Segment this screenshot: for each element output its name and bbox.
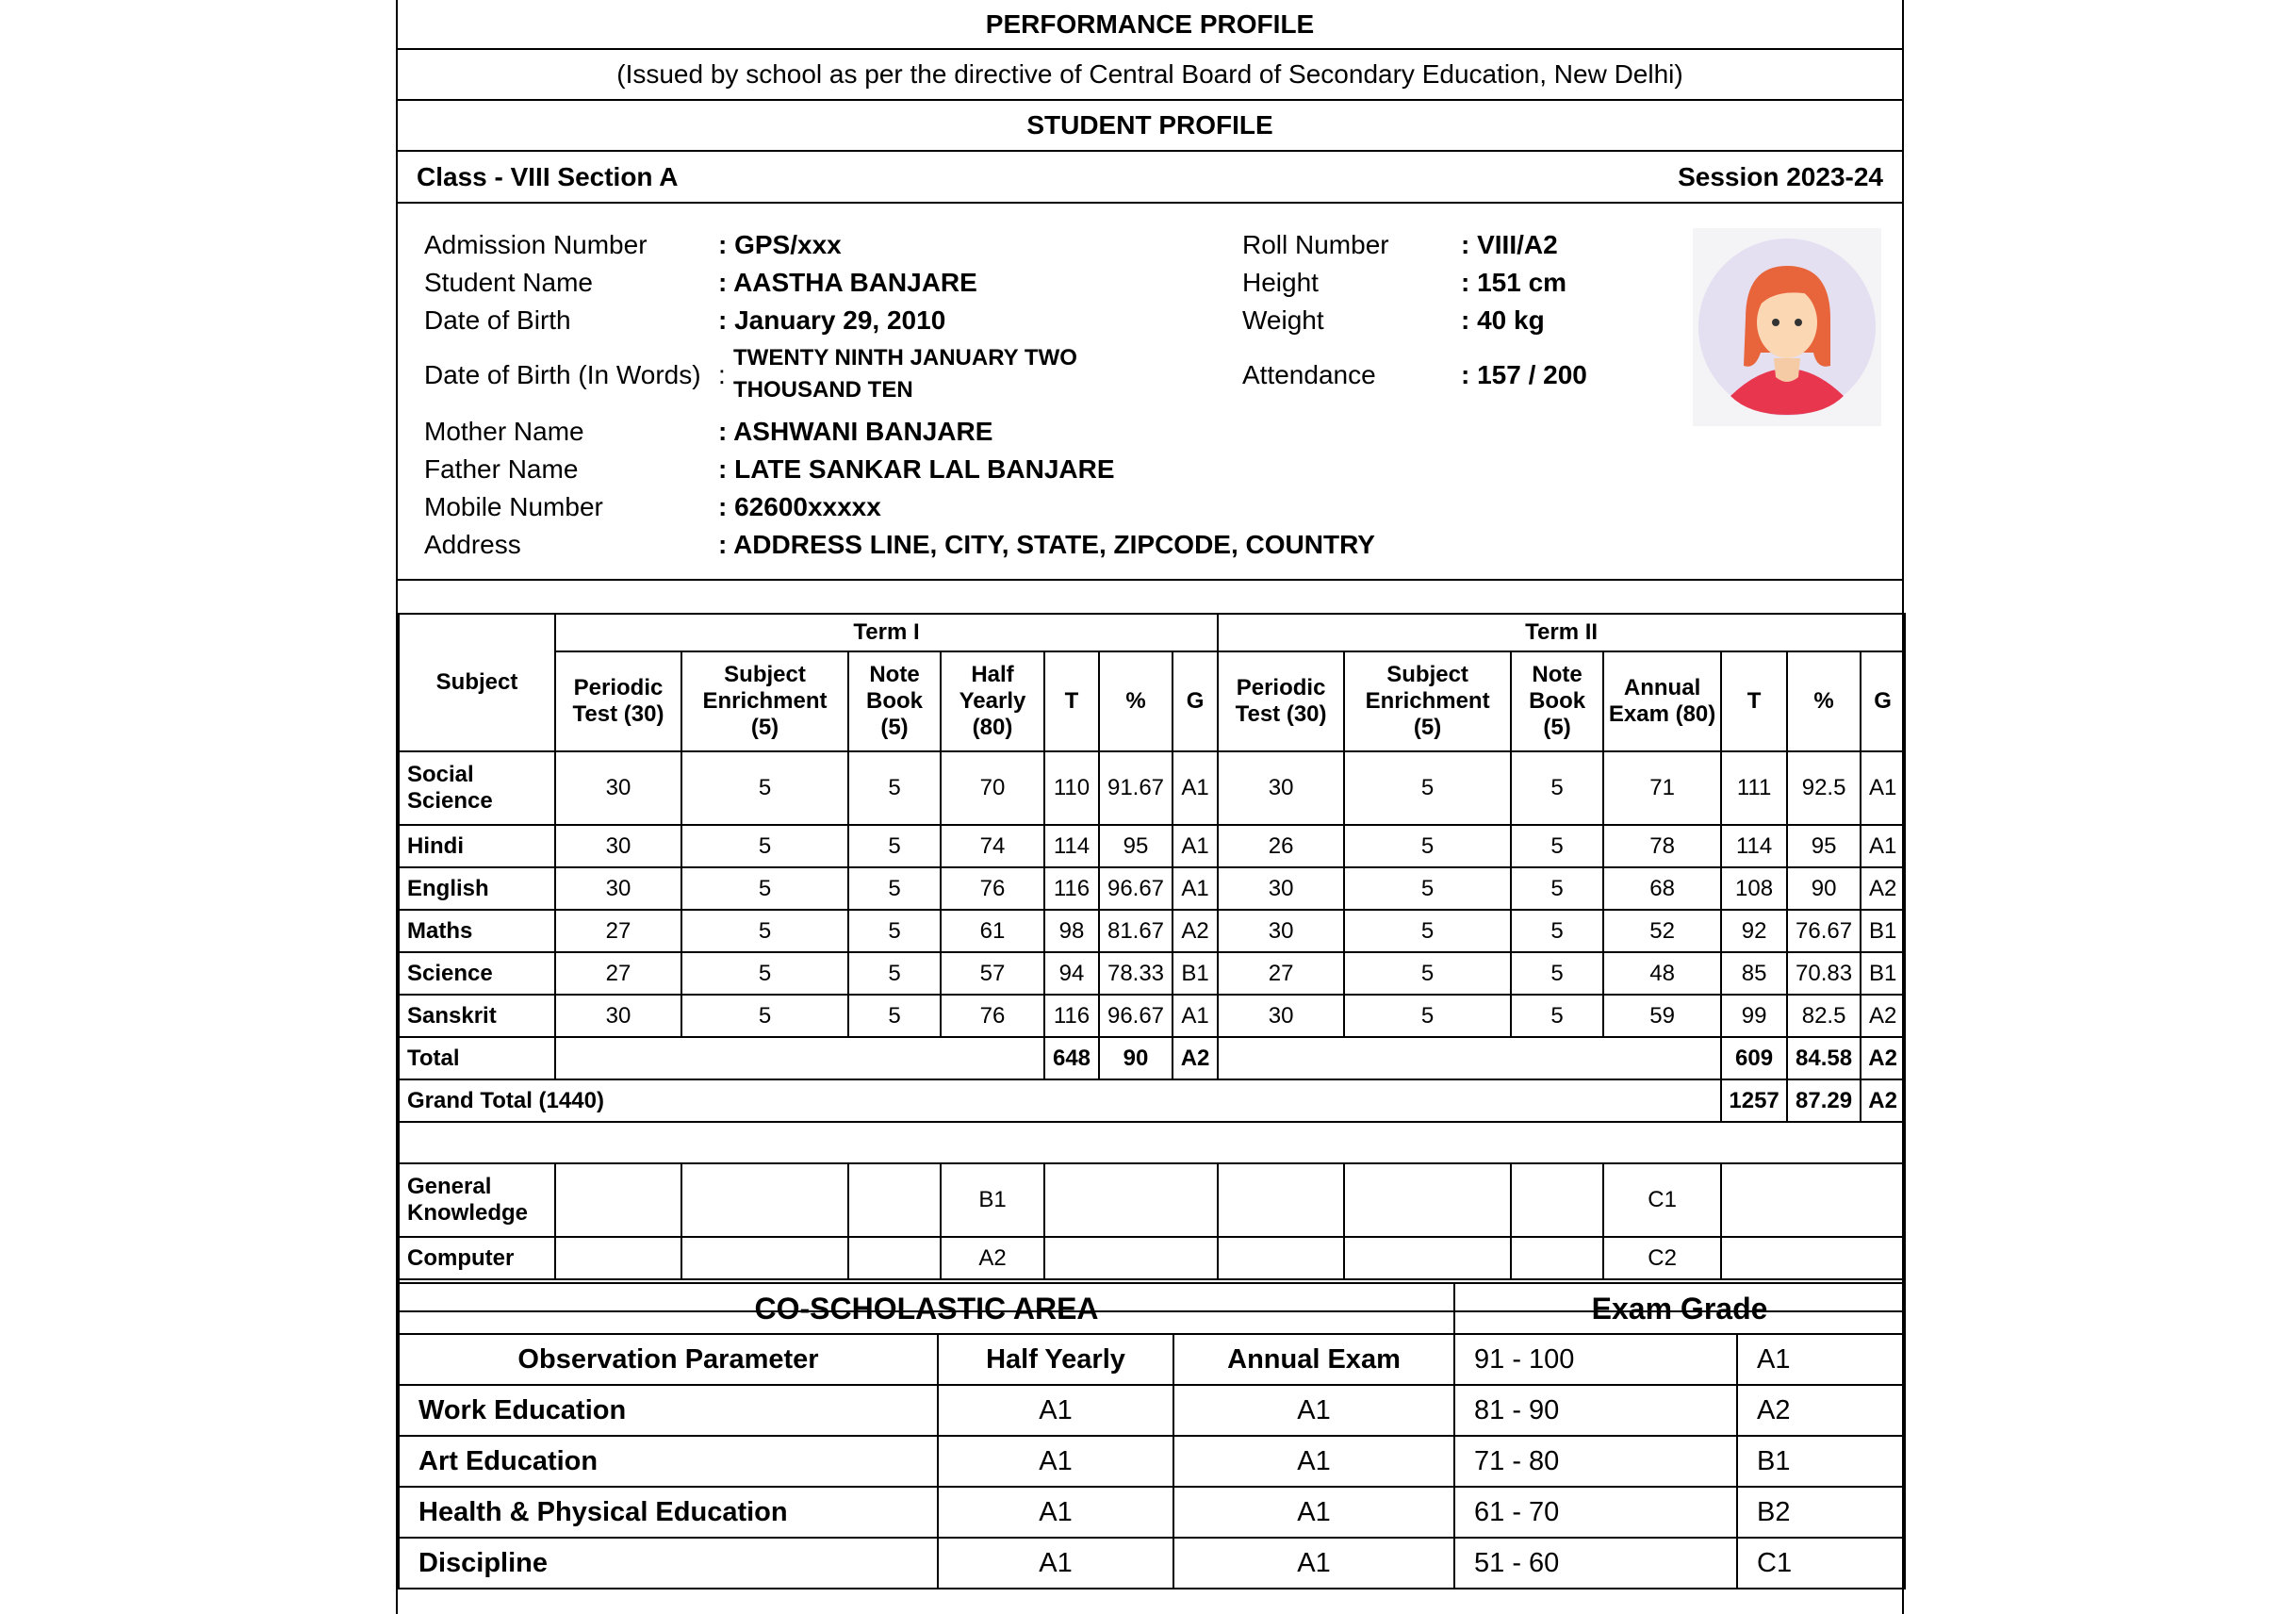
grade-cell: A1: [1737, 1334, 1905, 1385]
annual-grade-cell: A1: [1173, 1487, 1454, 1538]
term1-cell: 110: [1044, 751, 1099, 825]
coscholastic-body: [399, 1334, 1905, 1589]
grade-range-cell: 51 - 60: [1454, 1538, 1737, 1589]
term2-cell: 5: [1344, 825, 1511, 867]
term1-column-header: %: [1099, 651, 1173, 751]
term2-cell: A2: [1861, 995, 1905, 1037]
term2-cell: 5: [1511, 751, 1603, 825]
subject-cell: General Knowledge: [399, 1163, 555, 1237]
term1-cell: 5: [848, 867, 941, 910]
class-session-bar: [398, 152, 1902, 204]
dob-value: : January 29, 2010: [718, 305, 946, 335]
term2-cell: A2: [1861, 867, 1905, 910]
term2-cell: 78: [1603, 825, 1721, 867]
grade-range-cell: 81 - 90: [1454, 1385, 1737, 1436]
parameter-cell: Art Education: [399, 1436, 938, 1487]
total-term1-cell: 648: [1044, 1037, 1099, 1079]
term1-cell: 30: [555, 825, 681, 867]
term1-cell: 81.67: [1099, 910, 1173, 952]
empty-cell: [555, 1037, 1044, 1079]
term2-column-header: Annual Exam (80): [1603, 651, 1721, 751]
half-yearly-grade-cell: A1: [938, 1385, 1173, 1436]
spacer-row: [399, 1122, 1905, 1163]
term2-cell: 5: [1511, 825, 1603, 867]
term1-cell: 96.67: [1099, 867, 1173, 910]
half-yearly-grade-cell: A1: [938, 1436, 1173, 1487]
report-card: [396, 0, 1904, 1614]
empty-cell: [1721, 1163, 1905, 1237]
term1-cell: 98: [1044, 910, 1099, 952]
roll-label: Roll Number: [1242, 230, 1389, 259]
term2-cell: 5: [1344, 867, 1511, 910]
empty-cell: [1344, 1237, 1511, 1279]
term1-cell: 96.67: [1099, 995, 1173, 1037]
parameter-cell: Work Education: [399, 1385, 938, 1436]
mobile-value: : 62600xxxxx: [718, 492, 881, 521]
term1-cell: 5: [848, 995, 941, 1037]
empty-cell: [1218, 1237, 1344, 1279]
total-label: Total: [399, 1037, 555, 1079]
term1-header: Term I: [555, 614, 1218, 651]
mother-name-value: : ASHWANI BANJARE: [718, 417, 993, 446]
term2-cell: 68: [1603, 867, 1721, 910]
term2-cell: 30: [1218, 995, 1344, 1037]
term2-cell: 5: [1344, 995, 1511, 1037]
term1-cell: 78.33: [1099, 952, 1173, 995]
roll-value: : VIII/A2: [1461, 230, 1558, 259]
term2-cell: 108: [1721, 867, 1787, 910]
term2-cell: 5: [1511, 910, 1603, 952]
total-term1-cell: A2: [1173, 1037, 1218, 1079]
term1-cell: 95: [1099, 825, 1173, 867]
section-title: STUDENT PROFILE: [398, 101, 1902, 152]
page-subtitle: (Issued by school as per the directive of Central Board of Secondary Education, New Delhi): [398, 50, 1902, 101]
dob-words-label: Date of Birth (In Words): [424, 360, 701, 389]
term2-cell: 5: [1511, 867, 1603, 910]
term1-grade-cell: A2: [941, 1237, 1044, 1279]
term2-cell: 30: [1218, 867, 1344, 910]
term1-cell: A1: [1173, 995, 1218, 1037]
table-row: [399, 1163, 1905, 1237]
term1-column-header: Note Book (5): [848, 651, 941, 751]
term2-cell: 5: [1344, 952, 1511, 995]
total-term2-cell: A2: [1861, 1037, 1905, 1079]
student-name-value: : AASTHA BANJARE: [718, 268, 977, 297]
table-row: [399, 751, 1905, 825]
subject-cell: English: [399, 867, 555, 910]
empty-cell: [681, 1163, 848, 1237]
term2-cell: 95: [1787, 825, 1861, 867]
grand-total-label: Grand Total (1440): [399, 1079, 1721, 1122]
term2-cell: 52: [1603, 910, 1721, 952]
dob-label: Date of Birth: [424, 305, 571, 335]
term1-cell: 5: [681, 825, 848, 867]
term1-cell: 74: [941, 825, 1044, 867]
term2-cell: 5: [1511, 995, 1603, 1037]
term2-grade-cell: C2: [1603, 1237, 1721, 1279]
term1-column-header: Subject Enrichment (5): [681, 651, 848, 751]
term1-cell: 5: [681, 751, 848, 825]
term2-cell: 90: [1787, 867, 1861, 910]
term1-cell: 5: [848, 825, 941, 867]
table-row: [399, 995, 1905, 1037]
marks-table: [398, 613, 1906, 1312]
half-yearly-grade-cell: A1: [938, 1487, 1173, 1538]
grade-cell: A2: [1737, 1385, 1905, 1436]
empty-cell: [555, 1237, 681, 1279]
grand-total-row: [399, 1079, 1905, 1122]
term1-cell: 5: [848, 910, 941, 952]
table-row: [399, 825, 1905, 867]
mother-name-label: Mother Name: [424, 417, 584, 446]
annual-grade-cell: A1: [1173, 1538, 1454, 1589]
term2-column-header: G: [1861, 651, 1905, 751]
marks-body: [399, 751, 1905, 1311]
total-term2-cell: 84.58: [1787, 1037, 1861, 1079]
coscholastic-row: [399, 1385, 1905, 1436]
half-yearly-grade-cell: A1: [938, 1538, 1173, 1589]
empty-cell: [1218, 1163, 1344, 1237]
term1-cell: 27: [555, 952, 681, 995]
empty-cell: [1344, 1163, 1511, 1237]
grade-cell: B1: [1737, 1436, 1905, 1487]
term1-cell: A2: [1173, 910, 1218, 952]
term1-cell: 70: [941, 751, 1044, 825]
term2-grade-cell: C1: [1603, 1163, 1721, 1237]
table-row: [399, 867, 1905, 910]
address-label: Address: [424, 530, 521, 559]
term2-cell: 30: [1218, 910, 1344, 952]
term1-cell: 30: [555, 867, 681, 910]
empty-cell: [1218, 1037, 1721, 1079]
term1-column-header: T: [1044, 651, 1099, 751]
admission-label: Admission Number: [424, 230, 648, 259]
term1-cell: 5: [848, 751, 941, 825]
coscholastic-title: CO-SCHOLASTIC AREA: [399, 1283, 1454, 1334]
term1-cell: 27: [555, 910, 681, 952]
grand-total-cell: 87.29: [1787, 1079, 1861, 1122]
term1-cell: 94: [1044, 952, 1099, 995]
term2-cell: 48: [1603, 952, 1721, 995]
coscholastic-column-header: Annual Exam: [1173, 1334, 1454, 1385]
term2-cell: 59: [1603, 995, 1721, 1037]
table-row: [399, 952, 1905, 995]
empty-cell: [848, 1163, 941, 1237]
mobile-label: Mobile Number: [424, 492, 603, 521]
term1-cell: 5: [681, 867, 848, 910]
term2-cell: A1: [1861, 751, 1905, 825]
term1-cell: 116: [1044, 995, 1099, 1037]
term2-cell: 71: [1603, 751, 1721, 825]
term1-cell: 76: [941, 867, 1044, 910]
exam-grade-title: Exam Grade: [1454, 1283, 1905, 1334]
term1-cell: A1: [1173, 825, 1218, 867]
grade-range-cell: 91 - 100: [1454, 1334, 1737, 1385]
student-info: [398, 204, 1902, 581]
term2-cell: 30: [1218, 751, 1344, 825]
subject-cell: Sanskrit: [399, 995, 555, 1037]
term2-cell: 5: [1344, 910, 1511, 952]
empty-cell: [681, 1237, 848, 1279]
term1-cell: 114: [1044, 825, 1099, 867]
term2-column-header: T: [1721, 651, 1787, 751]
term1-cell: 76: [941, 995, 1044, 1037]
term1-column-header: G: [1173, 651, 1218, 751]
term2-cell: B1: [1861, 910, 1905, 952]
term1-cell: A1: [1173, 867, 1218, 910]
subject-header: Subject: [399, 614, 555, 751]
empty-cell: [399, 1122, 1905, 1163]
avatar-illustration-icon: [1693, 228, 1881, 426]
term1-cell: 5: [681, 910, 848, 952]
father-name-label: Father Name: [424, 454, 579, 484]
empty-cell: [848, 1237, 941, 1279]
term1-cell: 61: [941, 910, 1044, 952]
term2-column-header: %: [1787, 651, 1861, 751]
term2-cell: 26: [1218, 825, 1344, 867]
term2-column-header: Subject Enrichment (5): [1344, 651, 1511, 751]
coscholastic-row: [399, 1538, 1905, 1589]
empty-cell: [1721, 1237, 1905, 1279]
term1-cell: 5: [681, 995, 848, 1037]
grand-total-cell: 1257: [1721, 1079, 1787, 1122]
coscholastic-column-header: Half Yearly: [938, 1334, 1173, 1385]
parameter-cell: Discipline: [399, 1538, 938, 1589]
term2-cell: 76.67: [1787, 910, 1861, 952]
session-label: Session 2023-24: [1678, 161, 1883, 191]
empty-cell: [1044, 1237, 1218, 1279]
student-avatar: [1693, 228, 1881, 426]
term1-cell: B1: [1173, 952, 1218, 995]
height-value: : 151 cm: [1461, 268, 1567, 297]
term2-cell: 27: [1218, 952, 1344, 995]
term2-cell: A1: [1861, 825, 1905, 867]
total-term1-cell: 90: [1099, 1037, 1173, 1079]
dob-words-line1: TWENTY NINTH JANUARY TWO: [733, 345, 1077, 371]
total-term2-cell: 609: [1721, 1037, 1787, 1079]
empty-cell: [1511, 1163, 1603, 1237]
weight-label: Weight: [1242, 305, 1324, 335]
empty-cell: [1511, 1237, 1603, 1279]
term1-cell: 5: [681, 952, 848, 995]
grade-cell: C1: [1737, 1538, 1905, 1589]
admission-value: : GPS/xxx: [718, 230, 842, 259]
grade-range-cell: 71 - 80: [1454, 1436, 1737, 1487]
attendance-value: : 157 / 200: [1461, 360, 1587, 389]
coscholastic-row: [399, 1436, 1905, 1487]
subject-cell: Hindi: [399, 825, 555, 867]
page-title: PERFORMANCE PROFILE: [398, 0, 1902, 50]
annual-grade-cell: A1: [1173, 1436, 1454, 1487]
coscholastic-header-row: [399, 1334, 1905, 1385]
term1-cell: 91.67: [1099, 751, 1173, 825]
grand-total-cell: A2: [1861, 1079, 1905, 1122]
grade-range-cell: 61 - 70: [1454, 1487, 1737, 1538]
term2-cell: 5: [1344, 751, 1511, 825]
term2-cell: 5: [1511, 952, 1603, 995]
dob-words-line2: THOUSAND TEN: [733, 377, 913, 403]
dob-words-colon: :: [718, 360, 726, 389]
term1-cell: 5: [848, 952, 941, 995]
term1-column-header: Half Yearly (80): [941, 651, 1044, 751]
term2-column-header: Periodic Test (30): [1218, 651, 1344, 751]
term1-cell: A1: [1173, 751, 1218, 825]
term2-cell: 111: [1721, 751, 1787, 825]
table-row: [399, 910, 1905, 952]
annual-grade-cell: A1: [1173, 1385, 1454, 1436]
term2-cell: 85: [1721, 952, 1787, 995]
term2-cell: 70.83: [1787, 952, 1861, 995]
spacer: [398, 581, 1902, 613]
subject-cell: Computer: [399, 1237, 555, 1279]
father-name-value: : LATE SANKAR LAL BANJARE: [718, 454, 1115, 484]
parameter-cell: Health & Physical Education: [399, 1487, 938, 1538]
grade-cell: B2: [1737, 1487, 1905, 1538]
empty-cell: [1044, 1163, 1218, 1237]
coscholastic-table: [398, 1282, 1906, 1589]
height-label: Height: [1242, 268, 1319, 297]
subject-cell: Maths: [399, 910, 555, 952]
class-label: Class - VIII Section A: [417, 161, 679, 191]
subject-cell: Science: [399, 952, 555, 995]
column-header-row: [399, 651, 1905, 751]
table-row: [399, 1237, 1905, 1279]
term2-cell: 114: [1721, 825, 1787, 867]
term2-cell: 99: [1721, 995, 1787, 1037]
address-value: : ADDRESS LINE, CITY, STATE, ZIPCODE, COUNTRY: [718, 530, 1375, 559]
term1-grade-cell: B1: [941, 1163, 1044, 1237]
weight-value: : 40 kg: [1461, 305, 1545, 335]
attendance-label: Attendance: [1242, 360, 1376, 389]
term2-cell: 92.5: [1787, 751, 1861, 825]
coscholastic-row: [399, 1487, 1905, 1538]
term2-column-header: Note Book (5): [1511, 651, 1603, 751]
term2-cell: B1: [1861, 952, 1905, 995]
term2-header: Term II: [1218, 614, 1905, 651]
total-row: [399, 1037, 1905, 1079]
subject-cell: Social Science: [399, 751, 555, 825]
term1-cell: 30: [555, 751, 681, 825]
term1-cell: 30: [555, 995, 681, 1037]
term1-cell: 116: [1044, 867, 1099, 910]
term1-cell: 57: [941, 952, 1044, 995]
term2-cell: 92: [1721, 910, 1787, 952]
term1-column-header: Periodic Test (30): [555, 651, 681, 751]
empty-cell: [555, 1163, 681, 1237]
student-name-label: Student Name: [424, 268, 593, 297]
term2-cell: 82.5: [1787, 995, 1861, 1037]
coscholastic-column-header: Observation Parameter: [399, 1334, 938, 1385]
